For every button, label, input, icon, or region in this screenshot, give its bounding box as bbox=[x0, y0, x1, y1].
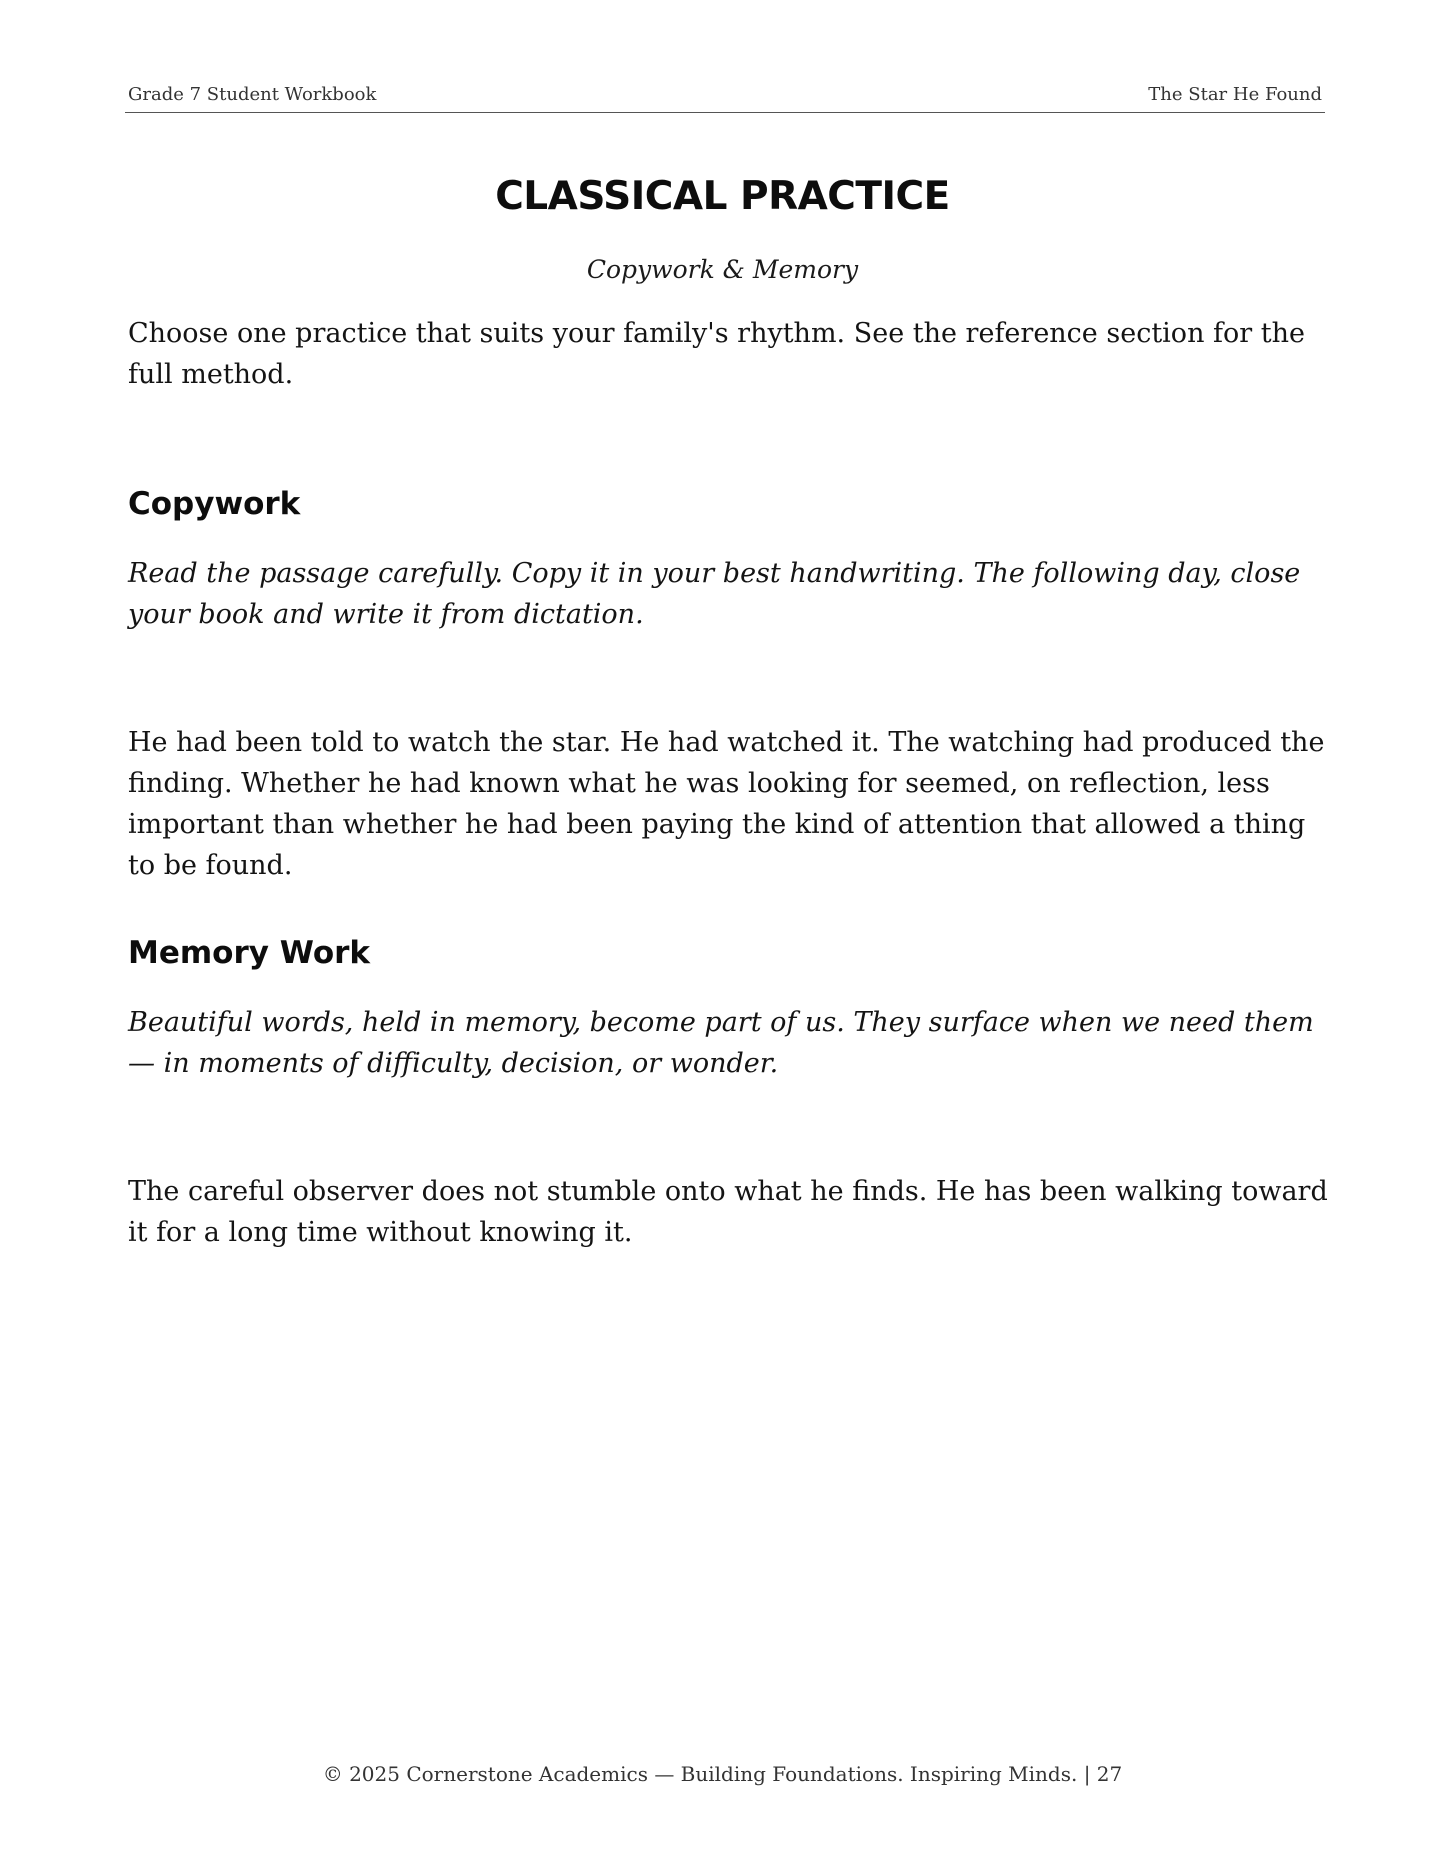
memory-work-heading: Memory Work bbox=[128, 935, 371, 971]
header-workbook-title: Grade 7 Student Workbook bbox=[128, 84, 377, 105]
page-subtitle: Copywork & Memory bbox=[586, 255, 859, 284]
intro-paragraph: Choose one practice that suits your family's rhythm. See the reference section for the full method. bbox=[128, 318, 1305, 390]
page-title: CLASSICAL PRACTICE bbox=[495, 174, 950, 219]
copywork-passage: He had been told to watch the star. He had watched it. The watching had produced the finding. Whether he had known what he was looking for seemed, on reflection, less important than whether he had been paying the kind of attention that allowed a thing to be found. bbox=[128, 727, 1325, 881]
header-story-title: The Star He Found bbox=[1148, 84, 1322, 105]
running-header bbox=[125, 84, 1325, 113]
memory-work-instructions: Beautiful words, held in memory, become part of us. They surface when we need them — in moments of difficulty, decision, or wonder. bbox=[128, 1007, 1314, 1079]
copywork-instructions: Read the passage carefully. Copy it in your best handwriting. The following day, close your book and write it from dictation. bbox=[128, 558, 1301, 630]
memory-work-passage: The careful observer does not stumble onto what he finds. He has been walking toward it for a long time without knowing it. bbox=[128, 1176, 1328, 1248]
page-footer: © 2025 Cornerstone Academics — Building Foundations. Inspiring Minds. | 27 bbox=[322, 1762, 1123, 1786]
copywork-heading: Copywork bbox=[128, 486, 301, 522]
